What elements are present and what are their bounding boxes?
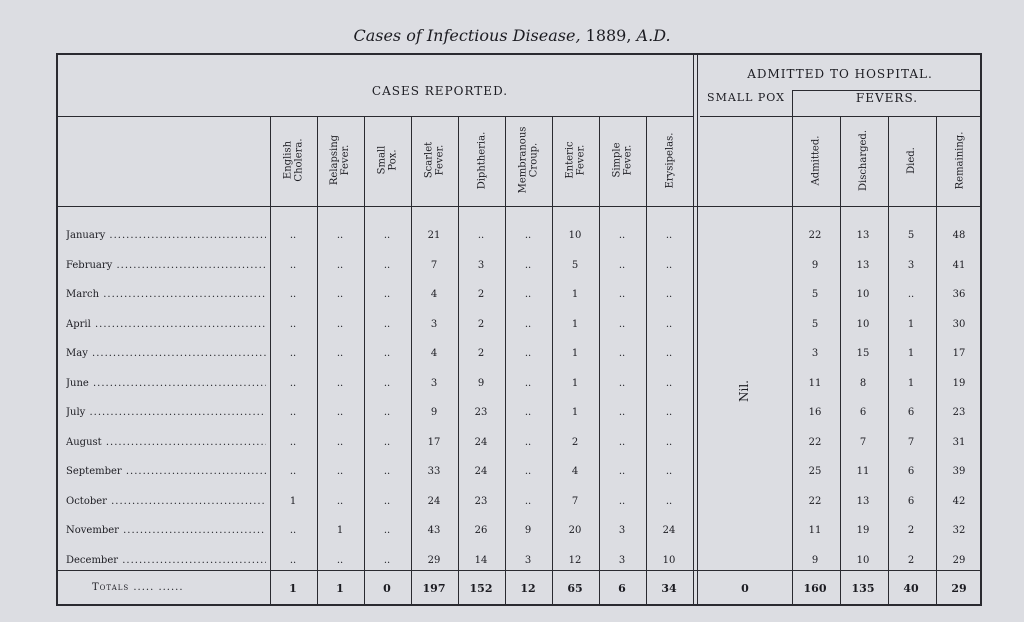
column-header bbox=[317, 116, 364, 204]
table-cell: .. bbox=[383, 407, 391, 418]
hospital-cell: 3 bbox=[811, 348, 819, 359]
hospital-cell: 11 bbox=[856, 466, 870, 477]
hospital-cell: 31 bbox=[952, 436, 966, 448]
table-cell: .. bbox=[336, 407, 344, 418]
table-cell: .. bbox=[336, 466, 344, 477]
table-cell: .. bbox=[289, 289, 297, 300]
hospital-cell: 5 bbox=[907, 230, 915, 241]
column-header-label: Simple Fever. bbox=[611, 142, 634, 178]
table-cell: 17 bbox=[427, 436, 441, 448]
table-cell: 1 bbox=[571, 348, 579, 359]
table-cell: 29 bbox=[427, 554, 441, 566]
total-hospital-cell: 29 bbox=[951, 582, 967, 595]
hospital-cell: 13 bbox=[856, 259, 870, 271]
table-cell: 24 bbox=[662, 525, 676, 536]
admitted-header: ADMITTED TO HOSPITAL. bbox=[747, 67, 933, 81]
total-hospital-cell: 40 bbox=[903, 582, 919, 595]
table-cell: 4 bbox=[430, 289, 438, 300]
table-cell: .. bbox=[618, 259, 626, 271]
hospital-cell: 22 bbox=[808, 436, 822, 448]
hospital-cell: 6 bbox=[859, 407, 867, 418]
table-cell: .. bbox=[289, 466, 297, 477]
column-header bbox=[458, 116, 505, 204]
total-cell: 65 bbox=[567, 582, 583, 595]
column-header bbox=[270, 116, 317, 204]
table-cell: 4 bbox=[430, 348, 438, 359]
total-cell: 1 bbox=[289, 582, 297, 595]
hospital-cell: 15 bbox=[856, 348, 870, 359]
table-cell: 7 bbox=[430, 259, 438, 271]
table-cell: .. bbox=[665, 495, 673, 507]
hospital-cell: 5 bbox=[811, 289, 819, 300]
column-header-label: English Cholera. bbox=[282, 138, 305, 182]
table-cell: 1 bbox=[289, 495, 297, 507]
hospital-cell: 2 bbox=[907, 525, 915, 536]
total-cell: 152 bbox=[469, 582, 493, 595]
grid-line bbox=[57, 570, 982, 571]
table-cell: .. bbox=[289, 348, 297, 359]
table-cell: .. bbox=[618, 289, 626, 300]
table-cell: 1 bbox=[571, 318, 579, 330]
table-cell: 23 bbox=[474, 407, 488, 418]
table-cell: .. bbox=[336, 436, 344, 448]
column-header bbox=[646, 116, 693, 204]
table-cell: 24 bbox=[474, 436, 488, 448]
column-header bbox=[552, 116, 599, 204]
table-cell: .. bbox=[618, 348, 626, 359]
hospital-column-header bbox=[792, 116, 839, 204]
table-cell: 12 bbox=[568, 554, 582, 566]
table-cell: 24 bbox=[427, 495, 441, 507]
column-header-label: Enteric Fever. bbox=[564, 141, 587, 179]
hospital-cell: 1 bbox=[907, 348, 915, 359]
month-label: August ..... bbox=[66, 437, 266, 448]
table-cell: .. bbox=[665, 377, 673, 389]
table-cell: .. bbox=[336, 289, 344, 300]
table-cell: .. bbox=[524, 436, 532, 448]
table-cell: 23 bbox=[474, 495, 488, 507]
hospital-column-label: Died. bbox=[906, 146, 917, 174]
table-cell: 3 bbox=[618, 525, 626, 536]
table-cell: .. bbox=[289, 554, 297, 566]
column-header-label: Erysipelas. bbox=[664, 132, 676, 188]
grid-line bbox=[693, 53, 694, 606]
hospital-cell: 19 bbox=[856, 525, 870, 536]
table-cell: .. bbox=[383, 377, 391, 389]
cases-reported-header: CASES REPORTED. bbox=[371, 84, 509, 98]
hospital-cell: 8 bbox=[859, 377, 867, 389]
hospital-cell: 10 bbox=[856, 554, 870, 566]
hospital-cell: 16 bbox=[808, 407, 822, 418]
column-header-label: Diphtheria. bbox=[476, 131, 487, 189]
table-cell: 2 bbox=[571, 436, 579, 448]
hospital-column-label: Discharged. bbox=[858, 129, 869, 191]
total-cell: 6 bbox=[618, 582, 626, 595]
table-cell: .. bbox=[336, 377, 344, 389]
hospital-cell: 5 bbox=[811, 318, 819, 330]
grid-line bbox=[57, 206, 982, 207]
table-cell: .. bbox=[383, 554, 391, 566]
hospital-cell: 9 bbox=[811, 259, 819, 271]
month-label: May ..... bbox=[66, 348, 266, 359]
table-cell: .. bbox=[524, 348, 532, 359]
totals-label: Totals ..... ...... bbox=[92, 582, 184, 593]
month-label: December ..... bbox=[66, 555, 266, 566]
table-cell: .. bbox=[383, 436, 391, 448]
hospital-cell: 22 bbox=[808, 230, 822, 241]
column-header bbox=[411, 116, 458, 204]
table-cell: .. bbox=[336, 230, 344, 241]
table-cell: .. bbox=[383, 289, 391, 300]
column-header bbox=[599, 116, 646, 204]
table-cell: .. bbox=[524, 230, 532, 241]
column-header bbox=[364, 116, 411, 204]
hospital-column-header bbox=[936, 116, 983, 204]
hospital-cell: 39 bbox=[952, 466, 966, 477]
table-cell: 24 bbox=[474, 466, 488, 477]
hospital-cell: 23 bbox=[952, 407, 966, 418]
grid-line bbox=[697, 53, 698, 606]
table-cell: .. bbox=[665, 436, 673, 448]
title-text: Cases of Infectious Disease, bbox=[353, 26, 581, 45]
table-cell: .. bbox=[289, 230, 297, 241]
table-cell: 20 bbox=[568, 525, 582, 536]
table-cell: .. bbox=[477, 230, 485, 241]
hospital-cell: 22 bbox=[808, 495, 822, 507]
table-cell: .. bbox=[524, 407, 532, 418]
table-cell: 2 bbox=[477, 289, 485, 300]
table-cell: 1 bbox=[571, 377, 579, 389]
title-year: 1889, bbox=[585, 26, 632, 45]
month-label: March ..... bbox=[66, 289, 266, 300]
hospital-cell: 29 bbox=[952, 554, 966, 566]
month-label: July ..... bbox=[66, 407, 266, 418]
table-cell: .. bbox=[289, 525, 297, 536]
month-label: November ..... bbox=[66, 525, 266, 536]
table-cell: .. bbox=[665, 407, 673, 418]
table-cell: 14 bbox=[474, 554, 488, 566]
hospital-cell: .. bbox=[907, 289, 915, 300]
hospital-cell: 1 bbox=[907, 377, 915, 389]
column-header-label: Relapsing Fever. bbox=[329, 134, 352, 186]
hospital-column-label: Remaining. bbox=[954, 131, 965, 189]
table-cell: .. bbox=[289, 436, 297, 448]
table-cell: .. bbox=[524, 495, 532, 507]
table-cell: .. bbox=[524, 377, 532, 389]
table-cell: .. bbox=[524, 318, 532, 330]
table-cell: 10 bbox=[568, 230, 582, 241]
table-cell: .. bbox=[524, 289, 532, 300]
column-header bbox=[505, 116, 552, 204]
table-cell: 9 bbox=[524, 525, 532, 536]
table-cell: 9 bbox=[430, 407, 438, 418]
table-cell: .. bbox=[618, 377, 626, 389]
table-cell: .. bbox=[383, 259, 391, 271]
hospital-cell: 13 bbox=[856, 495, 870, 507]
month-label: January ..... bbox=[66, 230, 266, 241]
table-cell: .. bbox=[665, 466, 673, 477]
column-header-label: Membranous Croup. bbox=[517, 126, 540, 194]
hospital-cell: 7 bbox=[907, 436, 915, 448]
hospital-cell: 19 bbox=[952, 377, 966, 389]
table-cell: .. bbox=[289, 259, 297, 271]
hospital-cell: 9 bbox=[811, 554, 819, 566]
hospital-cell: 7 bbox=[859, 436, 867, 448]
column-header-label: Small Pox. bbox=[376, 145, 399, 175]
title-era: A.D. bbox=[636, 26, 671, 45]
table-cell: 1 bbox=[571, 407, 579, 418]
hospital-cell: 48 bbox=[952, 230, 966, 241]
hospital-cell: 13 bbox=[856, 230, 870, 241]
fevers-header: FEVERS. bbox=[855, 91, 919, 105]
page-title bbox=[0, 26, 1024, 45]
table-cell: 3 bbox=[618, 554, 626, 566]
table-cell: .. bbox=[289, 318, 297, 330]
table-cell: .. bbox=[383, 495, 391, 507]
total-hospital-cell: 135 bbox=[851, 582, 875, 595]
table-cell: .. bbox=[665, 259, 673, 271]
month-label: October ..... bbox=[66, 496, 266, 507]
hospital-column-label: Admitted. bbox=[810, 135, 821, 185]
table-cell: 43 bbox=[427, 525, 441, 536]
total-cell: 1 bbox=[336, 582, 344, 595]
table-cell: 10 bbox=[662, 554, 676, 566]
small-pox-header: SMALL POX bbox=[707, 91, 785, 104]
hospital-cell: 17 bbox=[952, 348, 966, 359]
hospital-cell: 6 bbox=[907, 407, 915, 418]
column-header-label: Scarlet Fever. bbox=[423, 141, 446, 179]
table-cell: .. bbox=[618, 230, 626, 241]
table-cell: .. bbox=[383, 525, 391, 536]
table-cell: .. bbox=[336, 348, 344, 359]
month-label: February ..... bbox=[66, 260, 266, 271]
total-small-pox: 0 bbox=[741, 582, 749, 595]
hospital-cell: 11 bbox=[808, 525, 822, 536]
hospital-cell: 10 bbox=[856, 318, 870, 330]
month-label: September ..... bbox=[66, 466, 266, 477]
table-cell: .. bbox=[524, 259, 532, 271]
table-cell: 33 bbox=[427, 466, 441, 477]
table-cell: 4 bbox=[571, 466, 579, 477]
table-cell: 7 bbox=[571, 495, 579, 507]
table-cell: 3 bbox=[524, 554, 532, 566]
total-cell: 12 bbox=[520, 582, 536, 595]
month-label: April ..... bbox=[66, 319, 266, 330]
table-cell: .. bbox=[665, 289, 673, 300]
table-cell: .. bbox=[383, 466, 391, 477]
month-label: June ..... bbox=[66, 378, 266, 389]
hospital-cell: 32 bbox=[952, 525, 966, 536]
table-cell: 21 bbox=[427, 230, 441, 241]
table-cell: .. bbox=[618, 318, 626, 330]
hospital-cell: 25 bbox=[808, 466, 822, 477]
table-cell: 3 bbox=[430, 318, 438, 330]
hospital-cell: 3 bbox=[907, 259, 915, 271]
table-cell: 26 bbox=[474, 525, 488, 536]
table-cell: .. bbox=[618, 495, 626, 507]
hospital-cell: 6 bbox=[907, 466, 915, 477]
total-cell: 0 bbox=[383, 582, 391, 595]
table-cell: .. bbox=[618, 407, 626, 418]
hospital-cell: 42 bbox=[952, 495, 966, 507]
table-cell: .. bbox=[665, 230, 673, 241]
total-cell: 197 bbox=[422, 582, 446, 595]
table-cell: 5 bbox=[571, 259, 579, 271]
hospital-cell: 1 bbox=[907, 318, 915, 330]
hospital-cell: 36 bbox=[952, 289, 966, 300]
table-cell: .. bbox=[618, 466, 626, 477]
hospital-cell: 6 bbox=[907, 495, 915, 507]
hospital-cell: 30 bbox=[952, 318, 966, 330]
hospital-column-header bbox=[840, 116, 887, 204]
table-cell: 9 bbox=[477, 377, 485, 389]
table-cell: .. bbox=[336, 259, 344, 271]
table-cell: .. bbox=[289, 377, 297, 389]
table-cell: 3 bbox=[430, 377, 438, 389]
table-cell: .. bbox=[618, 436, 626, 448]
table-cell: .. bbox=[336, 318, 344, 330]
total-hospital-cell: 160 bbox=[803, 582, 827, 595]
hospital-cell: 11 bbox=[808, 377, 822, 389]
table-cell: .. bbox=[383, 230, 391, 241]
table-cell: .. bbox=[336, 495, 344, 507]
table-cell: 2 bbox=[477, 318, 485, 330]
table-cell: .. bbox=[524, 466, 532, 477]
hospital-cell: 2 bbox=[907, 554, 915, 566]
table-cell: .. bbox=[383, 348, 391, 359]
table-cell: 1 bbox=[571, 289, 579, 300]
table-cell: .. bbox=[383, 318, 391, 330]
table-cell: 2 bbox=[477, 348, 485, 359]
table-cell: .. bbox=[289, 407, 297, 418]
table-cell: .. bbox=[336, 554, 344, 566]
table-cell: 3 bbox=[477, 259, 485, 271]
table-cell: 1 bbox=[336, 525, 344, 536]
table-cell: .. bbox=[665, 318, 673, 330]
hospital-cell: 41 bbox=[952, 259, 966, 271]
hospital-cell: 10 bbox=[856, 289, 870, 300]
nil-label: Nil. bbox=[737, 380, 751, 402]
total-cell: 34 bbox=[661, 582, 677, 595]
hospital-column-header bbox=[888, 116, 935, 204]
table-cell: .. bbox=[665, 348, 673, 359]
